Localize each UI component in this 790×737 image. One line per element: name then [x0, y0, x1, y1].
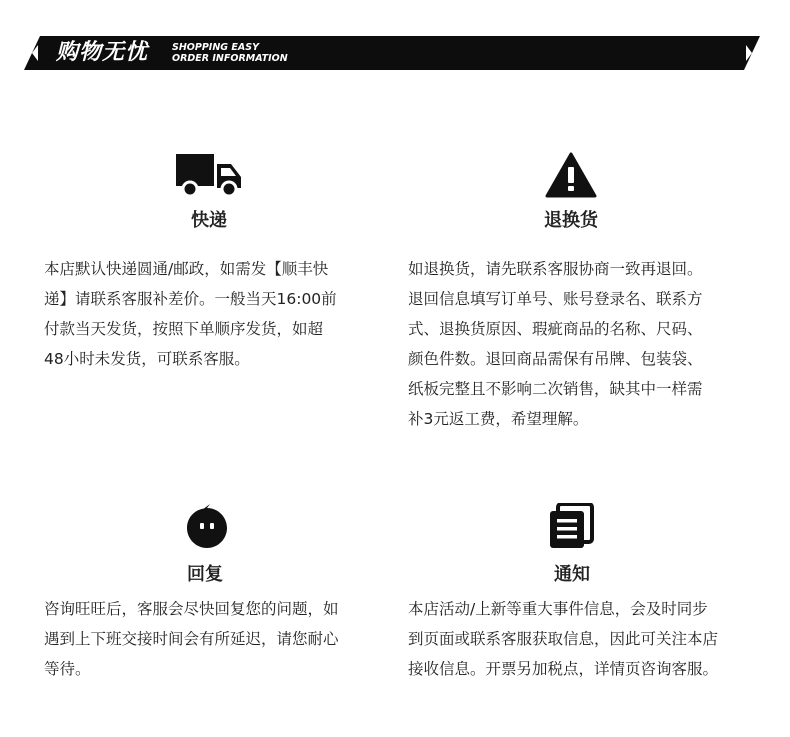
truck-icon: [176, 152, 242, 202]
body-line: 遇到上下班交接时间会有所延迟，请您耐心: [44, 630, 339, 648]
notice-document-icon: [548, 503, 594, 553]
body-line: 颜色件数。退回商品需保有吊牌、包装袋、: [408, 350, 703, 368]
section-body-reply: [44, 594, 389, 684]
section-title-express: 快递: [191, 210, 227, 231]
banner-subtitle-line2: ORDER INFORMATION: [172, 53, 288, 64]
section-title-notice: 通知: [554, 564, 590, 585]
section-body-express: [44, 254, 384, 374]
banner-title: 购物无忧: [56, 40, 149, 65]
body-line: 纸板完整且不影响二次销售，缺其中一样需: [408, 380, 703, 398]
warning-icon: [545, 152, 597, 202]
body-line: 本店默认快递圆通/邮政，如需发【顺丰快: [44, 260, 329, 278]
section-body-returns: [408, 254, 768, 434]
body-line: 补3元返工费，希望理解。: [408, 410, 589, 428]
banner-subtitle-line1: SHOPPING EASY: [172, 42, 259, 53]
body-line: 到页面或联系客服获取信息，因此可关注本店: [408, 630, 719, 648]
body-line: 接收信息。开票另加税点，详情页咨询客服。: [408, 660, 719, 678]
chat-bubble-icon: [184, 504, 230, 554]
section-title-returns: 退换货: [544, 210, 598, 231]
body-line: 咨询旺旺后，客服会尽快回复您的问题，如: [44, 600, 339, 618]
body-line: 本店活动/上新等重大事件信息，会及时同步: [408, 600, 708, 618]
body-line: 递】请联系客服补差价。一般当天16:00前: [44, 290, 337, 308]
section-title-reply: 回复: [187, 564, 223, 585]
body-line: 48小时未发货，可联系客服。: [44, 350, 250, 368]
body-line: 等待。: [44, 660, 91, 678]
body-line: 退回信息填写订单号、账号登录名、联系方: [408, 290, 703, 308]
body-line: 如退换货，请先联系客服协商一致再退回。: [408, 260, 703, 278]
header-banner: [24, 36, 760, 70]
section-body-notice: [408, 594, 773, 684]
body-line: 付款当天发货，按照下单顺序发货，如超: [44, 320, 324, 338]
banner-subtitle: [172, 42, 288, 64]
body-line: 式、退换货原因、瑕疵商品的名称、尺码、: [408, 320, 703, 338]
